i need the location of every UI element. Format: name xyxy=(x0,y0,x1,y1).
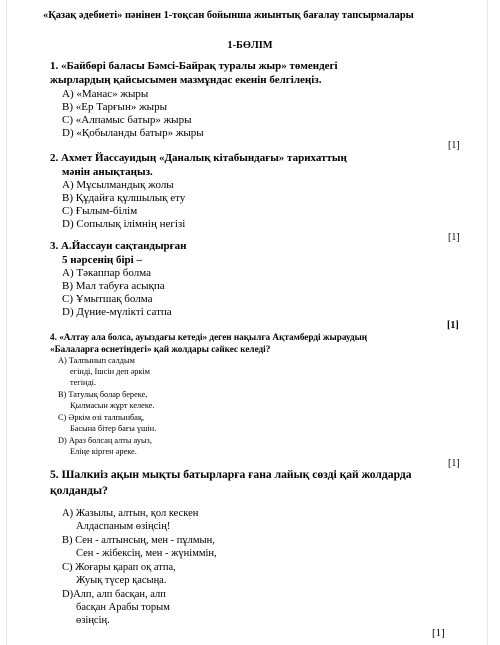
question-3-title-line-1: 3. А.Йассауи сақтандырған xyxy=(50,240,187,252)
question-2-title-line-1: 2. Ахмет Йассауидың «Даналық кітабындағы» тарихаттың xyxy=(50,152,347,164)
question-5-option-d-line-3: өзіңсің. xyxy=(76,615,110,626)
question-4-option-c-line-2: Басына бітер бағы үшін. xyxy=(70,424,157,433)
question-4-option-d-line-1: D) Араз болсаң алты ауыз, xyxy=(58,436,152,445)
question-3-option-d: D) Дүние-мүлікті сатпа xyxy=(62,306,172,318)
question-3-title-line-2: 5 нәрсенің бірі – xyxy=(62,254,142,266)
question-5-points: [1] xyxy=(432,627,445,639)
question-3-option-c: C) Ұмытшақ болма xyxy=(62,293,153,305)
question-5-option-d-line-2: басқан Арабы торым xyxy=(76,602,170,613)
question-1-title-line-2: жырлардың қайсысымен мазмұндас екенін белгілеңіз. xyxy=(50,74,322,86)
question-4-option-b-line-1: B) Татулық болар береке, xyxy=(58,390,148,399)
question-2-option-a: A) Мұсылмандық жолы xyxy=(62,179,174,191)
question-1-title-line-1: 1. «Байбөрі баласы Бәмсі-Байрақ туралы жыр» төмендегі xyxy=(50,60,338,72)
question-3-points: [1] xyxy=(447,320,459,331)
question-1-option-d: D) «Қобыланды батыр» жыры xyxy=(62,127,204,139)
question-4-option-c-line-1: C) Әркім өзі талпынбақ, xyxy=(58,413,145,422)
question-2-points: [1] xyxy=(448,232,460,243)
question-5-title-line-1: 5. Шалкиіз ақын мықты батырларға ғана лайық сөзді қай жолдарда xyxy=(50,468,412,481)
question-1-option-b: B) «Ер Тарғын» жыры xyxy=(62,101,167,113)
question-4-option-a-line-2: егінді, Ішсін деп әркім xyxy=(70,367,150,376)
page-border-left xyxy=(6,0,7,645)
question-5-option-b-line-1: B) Сен - алтынсың, мен - пұлмын, xyxy=(62,535,215,546)
question-5-title-line-2: қолданды? xyxy=(50,484,108,497)
question-1-points: [1] xyxy=(448,140,460,151)
question-2-title-line-2: мәнін анықтаңыз. xyxy=(62,166,153,178)
question-4-option-b-line-2: Қылмасын жұрт келеке. xyxy=(70,401,155,410)
question-5-option-b-line-2: Сен - жібексің, мен - жүніммін, xyxy=(76,548,217,559)
question-4-points: [1] xyxy=(448,458,460,469)
question-1-option-c: C) «Алпамыс батыр» жыры xyxy=(62,114,192,126)
question-3-option-a: A) Тәкаппар болма xyxy=(62,267,151,279)
question-4-option-a-line-3: тегінді. xyxy=(70,378,97,387)
question-5-option-a-line-2: Алдаспаным өзіңсің! xyxy=(76,521,171,532)
question-4-title-line-1: 4. «Алтау ала болса, ауыздағы кетеді» деген нақылға Ақтамберді жыраудың xyxy=(50,332,368,342)
question-2-option-d: D) Сопылық ілімнің негізі xyxy=(62,218,186,230)
question-4-option-a-line-1: A) Талпынып салдым xyxy=(58,356,135,365)
question-5-option-d-line-1: D)Алп, алп басқан, алп xyxy=(62,589,166,600)
section-title: 1-БӨЛІМ xyxy=(227,40,273,51)
question-4-option-d-line-2: Еліңе кірген әреке. xyxy=(70,447,137,456)
question-2-option-b: B) Құдайға құлшылық ету xyxy=(62,192,186,204)
question-5-option-a-line-1: A) Жазылы, алтын, қол кескен xyxy=(62,508,199,519)
question-4-title-line-2: «Балаларға өсиетіндегі» қай жолдары сәйкес келеді? xyxy=(50,344,271,354)
question-1-option-a: A) «Манас» жыры xyxy=(62,88,149,100)
question-2-option-c: C) Ғылым-білім xyxy=(62,205,138,217)
worksheet-header: «Қазақ әдебиеті» пәнінен 1-тоқсан бойынша жиынтық бағалау тапсырмалары xyxy=(43,10,414,21)
question-3-option-b: B) Мал табуға асықпа xyxy=(62,280,165,292)
question-5-option-c-line-2: Жуық түсер қасыңа. xyxy=(76,575,167,586)
question-5-option-c-line-1: C) Жоғары қарап оқ атпа, xyxy=(62,562,176,573)
page-border-right xyxy=(487,0,488,645)
